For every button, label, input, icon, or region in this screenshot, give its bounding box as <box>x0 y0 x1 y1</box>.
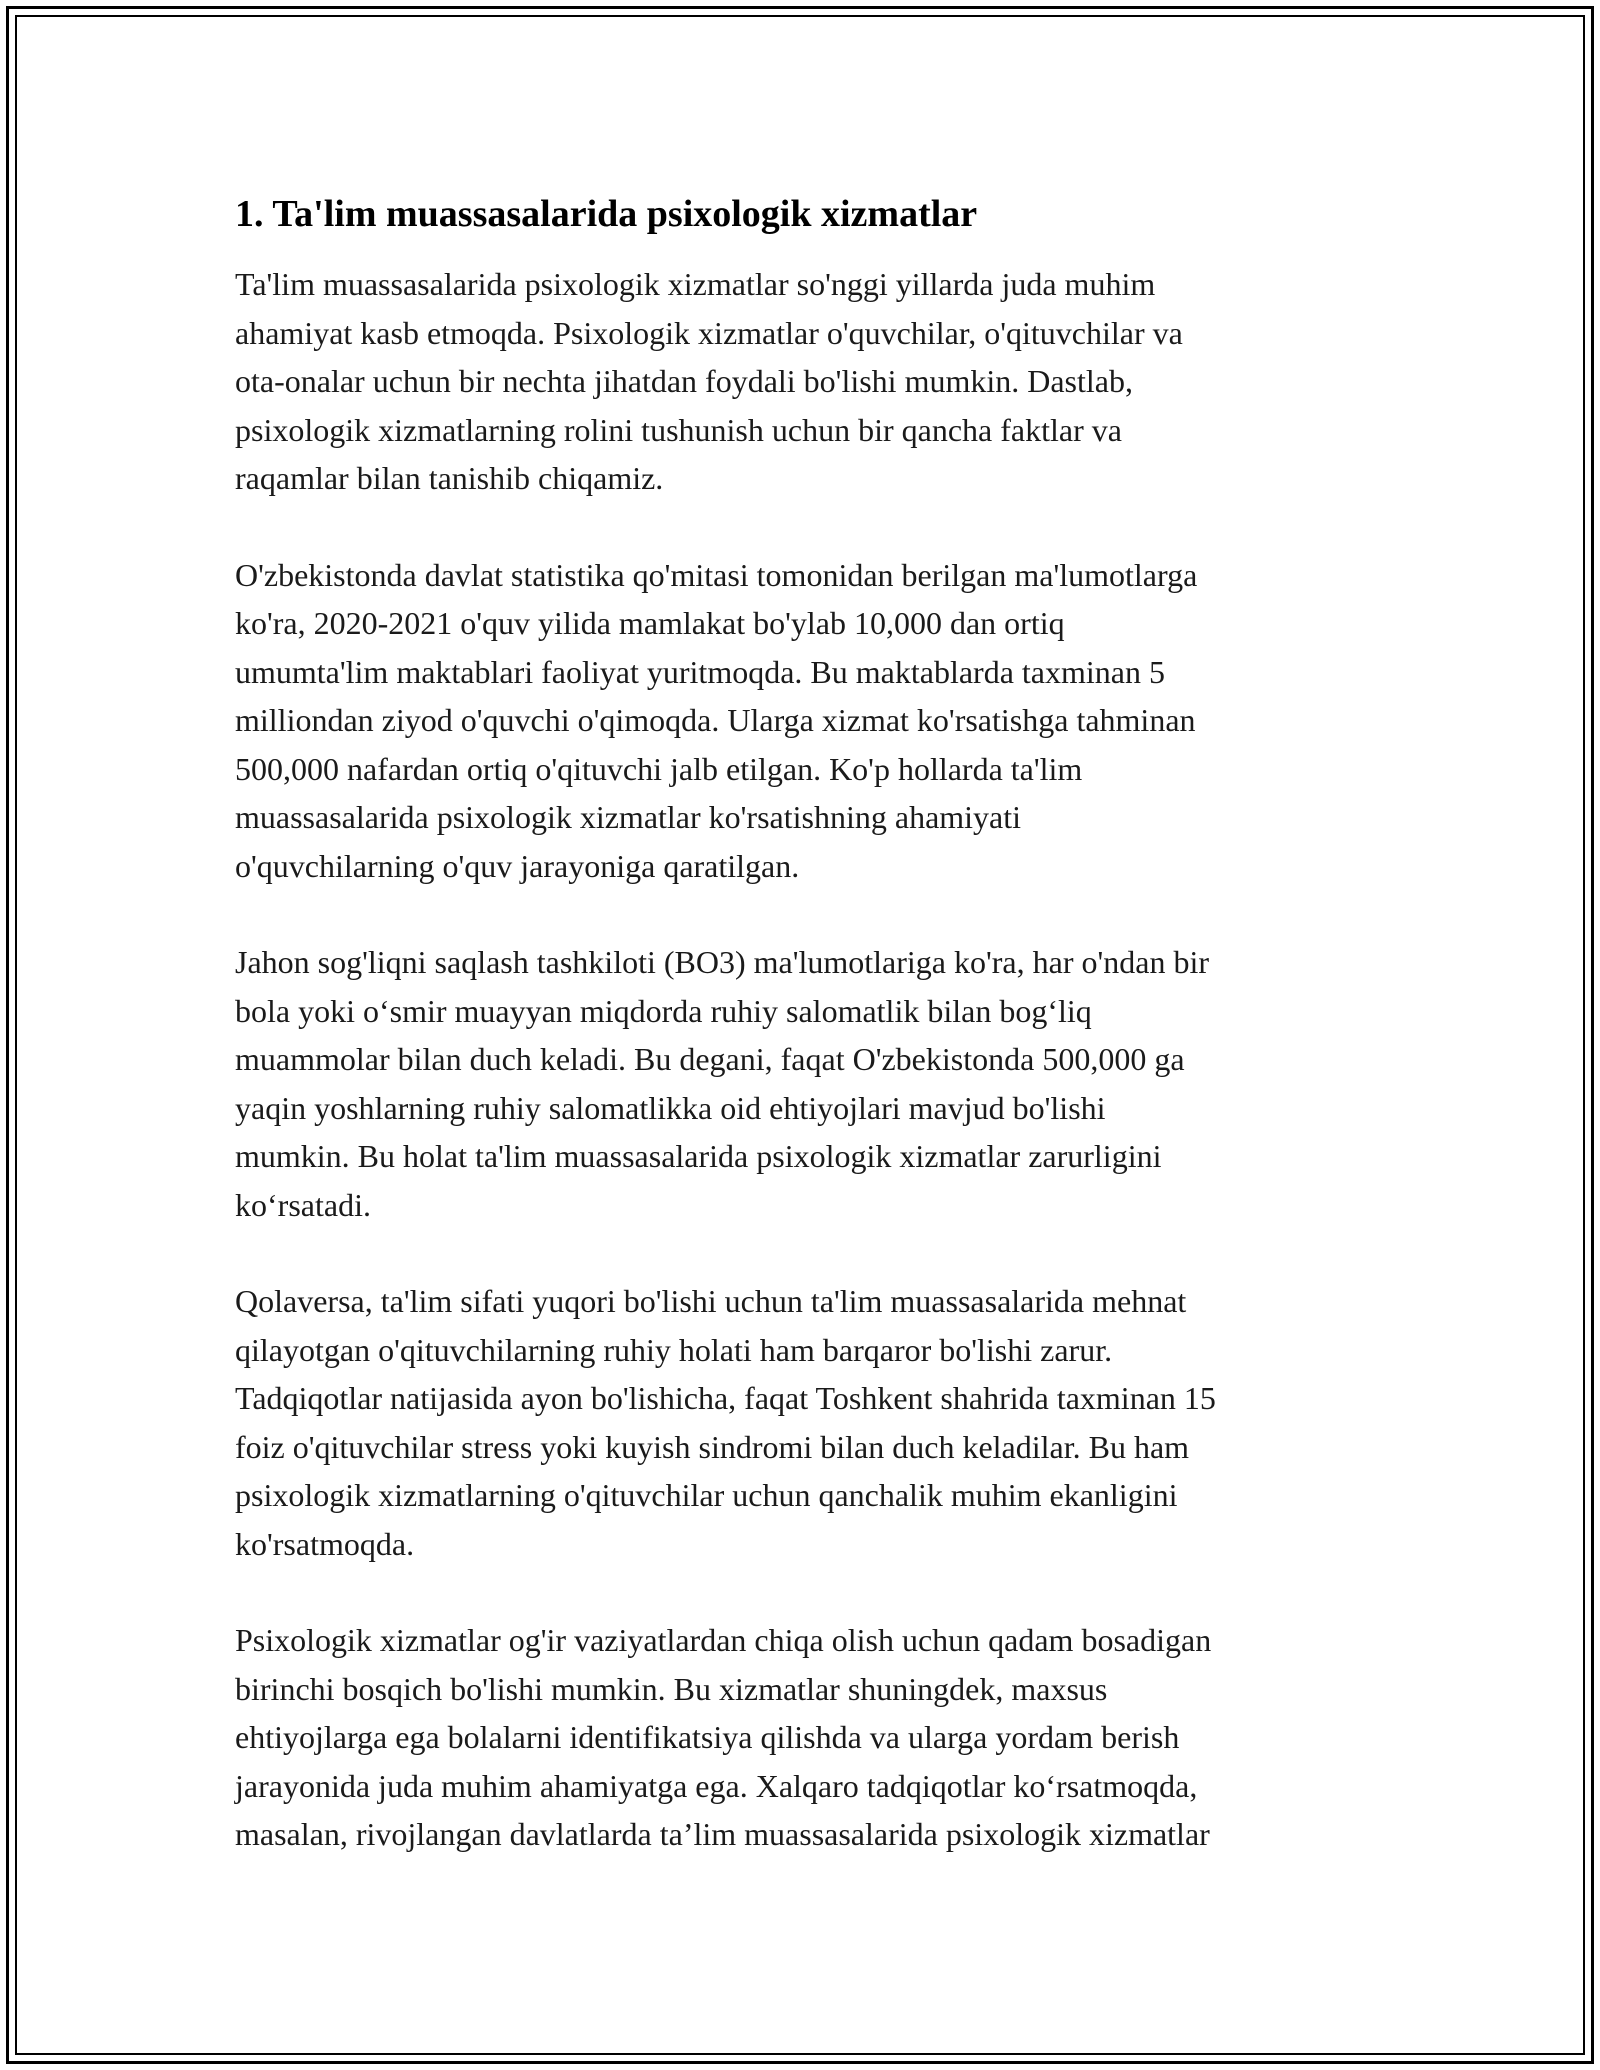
text-line: masalan, rivojlangan davlatlarda ta’lim muassasalarida psixologik xizmatlar <box>235 1816 1210 1852</box>
text-line: Tadqiqotlar natijasida ayon bo'lishicha, faqat Toshkent shahrida taxminan 15 <box>235 1380 1216 1416</box>
text-line: o'quvchilarning o'quv jarayoniga qaratilgan. <box>235 847 800 884</box>
text-line: Psixologik xizmatlar og'ir vaziyatlardan chiqa olish uchun qadam bosadigan <box>235 1622 1212 1658</box>
text-line: jarayonida juda muhim ahamiyatga ega. Xalqaro tadqiqotlar ko‘rsatmoqda, <box>235 1767 1198 1804</box>
text-line: psixologik xizmatlarning rolini tushunish uchun bir qancha faktlar va <box>235 411 1122 448</box>
text-line: milliondan ziyod o'quvchi o'qimoqda. Ularga xizmat ko'rsatishga tahminan <box>235 702 1196 738</box>
text-line: foiz o'qituvchilar stress yoki kuyish sindromi bilan duch keladilar. Bu ham <box>235 1428 1190 1465</box>
text-line: muammolar bilan duch keladi. Bu degani, faqat O'zbekistonda 500,000 ga <box>235 1041 1185 1077</box>
text-line: ota-onalar uchun bir nechta jihatdan foydali bo'lishi mumkin. Dastlab, <box>235 363 1133 399</box>
paragraph-1 <box>235 260 1385 503</box>
text-line: psixologik xizmatlarning o'qituvchilar uchun qanchalik muhim ekanligini <box>235 1477 1178 1513</box>
text-line: 500,000 nafardan ortiq o'qituvchi jalb etilgan. Ko'p hollarda ta'lim <box>235 750 1083 787</box>
text-line: ahamiyat kasb etmoqda. Psixologik xizmatlar o'quvchilar, o'qituvchilar va <box>235 314 1183 351</box>
text-line: ko'rsatmoqda. <box>235 1525 415 1562</box>
text-line: Qolaversa, ta'lim sifati yuqori bo'lishi uchun ta'lim muassasalarida mehnat <box>235 1283 1187 1319</box>
text-line: mumkin. Bu holat ta'lim muassasalarida psixologik xizmatlar zarurligini <box>235 1138 1162 1174</box>
text-line: yaqin yoshlarning ruhiy salomatlikka oid ehtiyojlari mavjud bo'lishi <box>235 1089 1106 1126</box>
paragraph-4 <box>235 1277 1385 1568</box>
text-line: raqamlar bilan tanishib chiqamiz. <box>235 460 664 496</box>
paragraph-3 <box>235 938 1385 1229</box>
text-line: ko'ra, 2020-2021 o'quv yilida mamlakat bo'ylab 10,000 dan ortiq <box>235 605 1065 641</box>
text-line: Jahon sog'liqni saqlash tashkiloti (BO3) ma'lumotlariga ko'ra, har o'ndan bir <box>235 944 1209 980</box>
text-line: O'zbekistonda davlat statistika qo'mitasi tomonidan berilgan ma'lumotlarga <box>235 556 1198 593</box>
section-heading: 1. Ta'lim muassasalarida psixologik xizmatlar <box>235 193 978 235</box>
document-body <box>235 190 1385 1907</box>
text-line: Ta'lim muassasalarida psixologik xizmatlar so'nggi yillarda juda muhim <box>235 266 1156 302</box>
text-line: bola yoki o‘smir muayyan miqdorda ruhiy salomatlik bilan bog‘liq <box>235 992 1092 1029</box>
paragraph-2 <box>235 551 1385 891</box>
text-line: ko‘rsatadi. <box>235 1186 371 1223</box>
text-line: birinchi bosqich bo'lishi mumkin. Bu xizmatlar shuningdek, maxsus <box>235 1670 1108 1707</box>
text-line: qilayotgan o'qituvchilarning ruhiy holati ham barqaror bo'lishi zarur. <box>235 1331 1113 1368</box>
paragraph-5 <box>235 1616 1385 1859</box>
text-line: muassasalarida psixologik xizmatlar ko'rsatishning ahamiyati <box>235 799 1022 835</box>
text-line: umumta'lim maktablari faoliyat yuritmoqda. Bu maktablarda taxminan 5 <box>235 653 1165 690</box>
text-line: ehtiyojlarga ega bolalarni identifikatsiya qilishda va ularga yordam berish <box>235 1719 1180 1755</box>
